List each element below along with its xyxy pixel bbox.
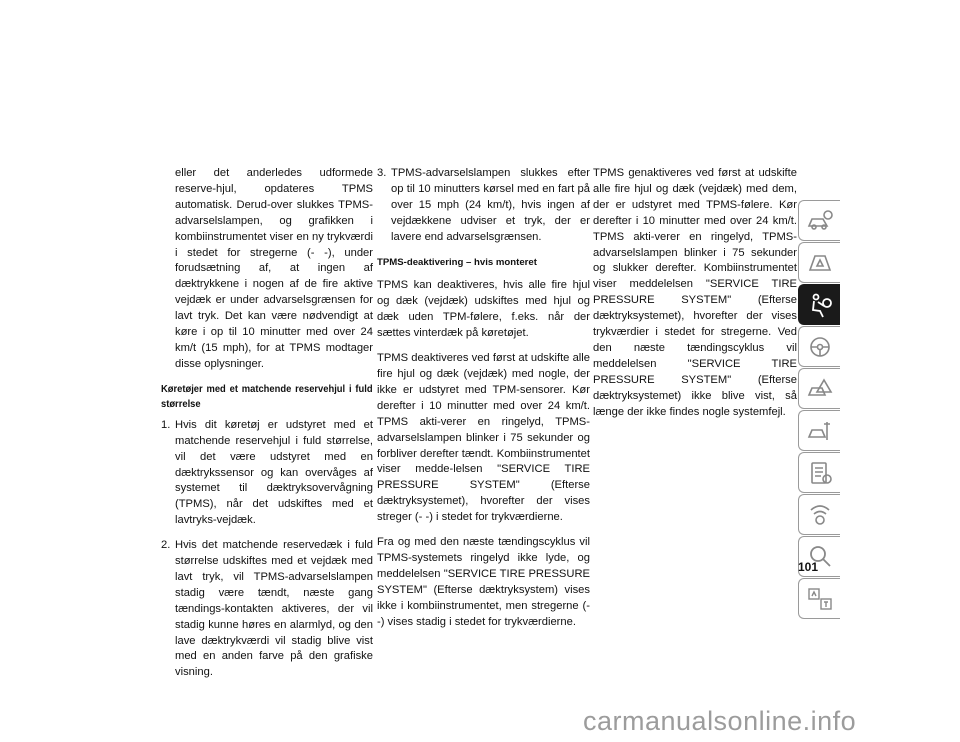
text-column-1 (161, 166, 373, 690)
car-service-icon (805, 416, 835, 446)
car-emergency-icon (805, 374, 835, 404)
tab-safety[interactable] (798, 284, 840, 325)
paragraph: TPMS genaktiveres ved først at udskifte alle fire hjul og dæk (vejdæk) med dem, der er udstyret med TPMS-følere. Kør derefter i 10 minutter med over 24 km/t. TPMS akti-verer en ringelyd, TPMS-advarselslampen blinker i 75 sekunder og slukker derefter. Kombiinstrumentet viser meddelelsen "SERVICE TIRE PRESSURE SYSTEM" (Efterse dæktryksystemet), hvorefter der vises trykværdier i stedet for stregerne. Ved den næste tændingscyklus vil meddelelsen "SERVICE TIRE PRESSURE SYSTEM" (Efterse dæktryksystemet) ikke blive vist, så længe der ikke findes nogle systemfejl. (593, 167, 797, 418)
tab-driving[interactable] (798, 326, 840, 367)
subsection-heading: TPMS-deaktivering – hvis monteret (377, 256, 537, 268)
list-item: 2. Hvis det matchende reservedæk i fuld størrelse udskiftes med et vejdæk med lavt tryk, vil TPMS-advarselslampen stadig være tændt, næste gang tændings-kontakten aktiveres, der vil stadig kunne høres en alarmlyd, og den lave dæktrykværdi vil stadig blive vist med en anden farve på den grafiske visning. (161, 539, 373, 679)
tab-multimedia[interactable] (798, 494, 840, 535)
section-heading: Køretøjer med et matchende reservehjul i fuld størrelse (161, 383, 373, 410)
tab-dashboard[interactable] (798, 242, 840, 283)
numbered-list (161, 418, 373, 682)
numbered-list (377, 166, 590, 246)
chapter-tabs (798, 200, 840, 620)
text-column-2 (377, 166, 590, 639)
list-item: 1. Hvis dit køretøj er udstyret med et matchende reservehjul i fuld størrelse, vil det være udstyret med en dæktrykssensor og kan overvåges af systemet til dæktryksovervågning (TPMS), når det udskiftes med et lavtryks-vejdæk. (161, 418, 373, 527)
tab-car-info[interactable] (798, 200, 840, 241)
paragraph: eller det anderledes udformede reserve-hjul, opdateres TPMS automatisk. Derud-over slukkes TPMS-advarselslampen, og grafikken i kombiinstrumentet viser en ny trykværdi i stedet for stregerne (- -), under forudsætning af, at ingen af dæktrykkene i nogen af de fire aktive vejdæk er under advarselsgrænsen for lavt tryk. Det kan være nødvendigt at køre i op til 10 minutter med over 24 km/t (15 mph), for at TPMS modtager disse oplysninger. (175, 167, 373, 370)
steering-wheel-icon (805, 332, 835, 362)
multimedia-icon (805, 500, 835, 530)
airbag-seat-icon (805, 290, 835, 320)
tab-maintenance[interactable] (798, 452, 840, 493)
tab-service[interactable] (798, 410, 840, 451)
language-icon (805, 584, 835, 614)
page-number: 101 (798, 560, 819, 574)
car-info-icon (805, 206, 835, 236)
maintenance-list-icon (805, 458, 835, 488)
watermark: carmanualsonline.info (583, 706, 857, 736)
paragraph: TPMS kan deaktiveres, hvis alle fire hjul og dæk (vejdæk) udskiftes med hjul og dæk uden TPM-følere, f.eks. når der sættes vinterdæk på køretøjet. (377, 279, 590, 340)
dashboard-warning-icon (805, 248, 835, 278)
text-column-3 (593, 166, 797, 430)
paragraph: Fra og med den næste tændingscyklus vil TPMS-systemets ringelyd ikke lyde, og meddelelsen "SERVICE TIRE PRESSURE SYSTEM" (Efterse dæktryksystem) vises ikke i kombiinstrumentet, men stregerne (--) vises stadig i stedet for trykværdierne. (377, 536, 590, 628)
tab-language[interactable] (798, 578, 840, 619)
paragraph: TPMS deaktiveres ved først at udskifte alle fire hjul og dæk (vejdæk) med nogle, der ikke er udstyret med TPM-sensorer. Kør derefter i 10 minutter med over 24 km/t. TPMS akti-verer en ringelyd, TPMS-advarselslampen blinker i 75 sekunder og forbliver derefter tændt. Kombiinstrumentet viser medde-lelsen "SERVICE TIRE PRESSURE SYSTEM" (Efterse dæktryksystemet), hvorefter der vises streger (- -) i stedet for trykværdierne. (377, 352, 590, 524)
list-item: 3. TPMS-advarselslampen slukkes efter op til 10 minutters kørsel med en fart på over 15 mph (24 km/t), hvis ingen af vejdækkene udviser et tryk, der er lavere end advarselsgrænsen. (377, 167, 590, 243)
tab-emergency[interactable] (798, 368, 840, 409)
